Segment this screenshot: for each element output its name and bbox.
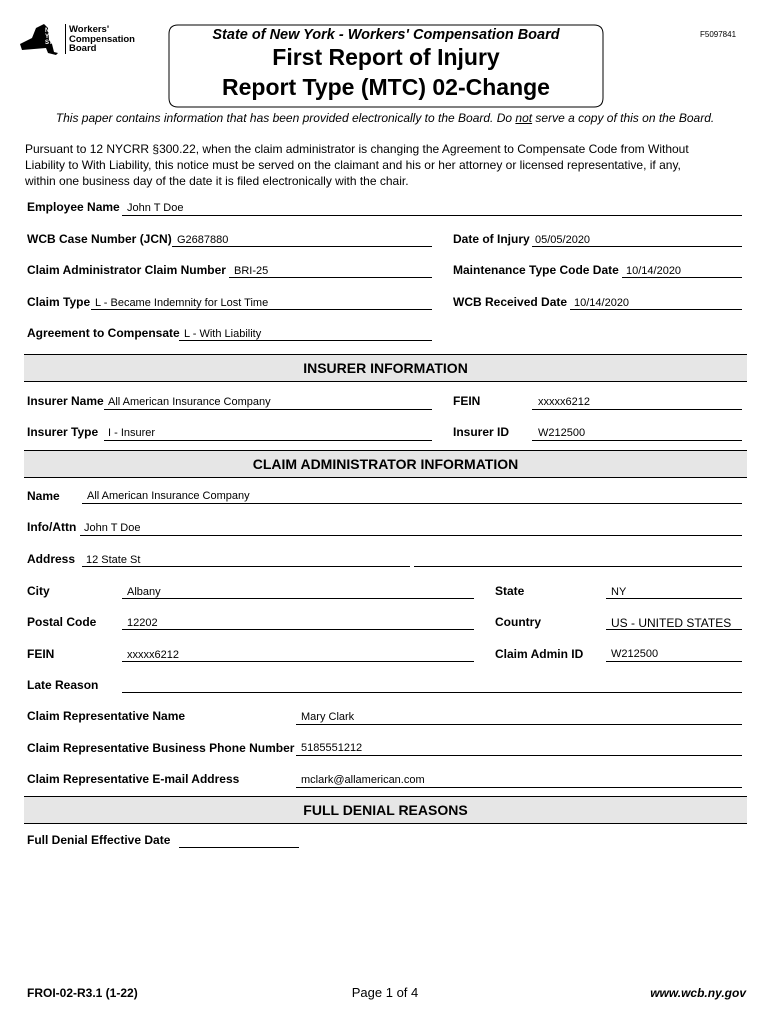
report-type-title: Report Type (MTC) 02-Change [222,74,550,100]
rep-email-value: mclark@allamerican.com [301,774,425,786]
city-label: City [27,584,50,598]
intro-paragraph [25,141,689,189]
mtc-date-value: 10/14/2020 [626,265,682,277]
claim-admin-id-line [606,661,742,662]
state-value: NY [611,586,627,598]
insurer-id-value: W212500 [538,427,586,439]
admin-name-value: All American Insurance Company [87,490,250,502]
insurer-section-heading: INSURER INFORMATION [24,354,747,382]
address-value: 12 State St [86,554,141,566]
postal-code-line [122,629,474,630]
jcn-label: WCB Case Number (JCN) [27,232,172,246]
rep-email-line [296,787,742,788]
denial-date-line [179,847,299,848]
attn-line [80,535,742,536]
notice-text [0,111,770,125]
insurer-name-label: Insurer Name [27,394,104,408]
rep-phone-line [296,755,742,756]
date-of-injury-line [532,246,742,247]
notice-emphasis: not [515,111,533,125]
date-of-injury-value: 05/05/2020 [535,234,591,246]
address-line-2 [414,566,742,567]
date-of-injury-label: Date of Injury [453,232,530,246]
claim-type-label: Claim Type [27,295,91,309]
insurer-fein-line [532,409,742,410]
denial-date-label: Full Denial Effective Date [27,833,171,847]
insurer-type-value: I - Insurer [108,427,156,439]
country-value: US - UNITED STATES [611,616,732,630]
intro-line-3: within one business day of the date it is filed electronically with the chair. [25,174,409,188]
insurer-type-line [104,440,432,441]
intro-line-1: Pursuant to 12 NYCRR §300.22, when the claim administrator is changing the Agreement to Compensate Code from Without [25,142,689,156]
jcn-value: G2687880 [177,234,229,246]
insurer-id-label: Insurer ID [453,425,510,439]
admin-name-label: Name [27,489,60,503]
insurer-fein-label: FEIN [453,394,481,408]
claim-number-line [229,277,432,278]
rep-phone-value: 5185551212 [301,742,363,754]
logo-org-line-2: Compensation [69,33,135,45]
employee-name-value: John T Doe [127,202,184,214]
agreement-line [179,340,432,341]
notice-post: serve a copy of this on the Board. [532,111,715,125]
form-title: First Report of Injury [272,44,500,70]
mtc-date-line [622,277,742,278]
intro-line-2: Liability to With Liability, this notice must be served on the claimant and his or her attorney or licensed representative, if any, [25,158,681,172]
rep-name-label: Claim Representative Name [27,709,186,723]
logo-org-line-3: Board [69,43,97,54]
claim-number-label: Claim Administrator Claim Number [27,263,226,277]
logo-state-line-1: NEW [45,28,59,34]
logo-state-line-2: YORK [45,34,63,40]
employee-name-line [122,215,742,216]
address-label: Address [27,552,76,566]
logo-org-line-1: Workers' [69,24,110,35]
claim-type-value: L - Became Indemnity for Lost Time [95,297,269,309]
wcb-received-value: 10/14/2020 [574,297,630,309]
attn-label: Info/Attn [27,520,77,534]
late-reason-line [122,692,742,693]
denial-section-heading: FULL DENIAL REASONS [24,796,747,824]
rep-phone-label: Claim Representative Business Phone Number [27,741,295,755]
logo-state-line-3: STATE [45,40,64,46]
admin-fein-label: FEIN [27,647,55,661]
agreement-value: L - With Liability [184,328,262,340]
insurer-id-line [532,440,742,441]
insurer-fein-value: xxxxx6212 [538,396,590,408]
form-code: FROI-02-R3.1 (1-22) [27,986,138,1000]
claim-number-value: BRI-25 [234,265,269,277]
city-line [122,598,474,599]
form-id: F5097841 [700,30,737,39]
state-line [606,598,742,599]
rep-email-label: Claim Representative E-mail Address [27,772,240,786]
country-line [606,629,742,630]
late-reason-label: Late Reason [27,678,99,692]
city-value: Albany [127,586,161,598]
rep-name-value: Mary Clark [301,711,355,723]
insurer-type-label: Insurer Type [27,425,99,439]
notice-pre: This paper contains information that has been provided electronically to the Board. Do [55,111,516,125]
nys-wcb-logo [18,22,136,58]
admin-name-line [82,503,742,504]
page-number: Page 1 of 4 [351,985,419,1000]
attn-value: John T Doe [84,522,141,534]
agreement-label: Agreement to Compensate [27,326,180,340]
claim-admin-id-label: Claim Admin ID [495,647,584,661]
rep-name-line [296,724,742,725]
admin-fein-value: xxxxx6212 [127,649,179,661]
insurer-name-line [104,409,432,410]
postal-code-label: Postal Code [27,615,97,629]
employee-name-label: Employee Name [27,200,120,214]
insurer-name-value: All American Insurance Company [108,396,271,408]
mtc-date-label: Maintenance Type Code Date [453,263,619,277]
claim-type-line [91,309,432,310]
state-label: State [495,584,525,598]
claim-admin-id-value: W212500 [611,648,659,660]
claim-admin-section-heading: CLAIM ADMINISTRATOR INFORMATION [24,450,747,478]
country-label: Country [495,615,541,629]
jcn-line [172,246,432,247]
wcb-received-line [570,309,742,310]
agency-name: State of New York - Workers' Compensation Board [212,27,560,43]
website-link[interactable]: www.wcb.ny.gov [650,986,746,1000]
address-line-1 [82,566,410,567]
postal-code-value: 12202 [127,617,158,629]
admin-fein-line [122,661,474,662]
wcb-received-label: WCB Received Date [453,295,568,309]
